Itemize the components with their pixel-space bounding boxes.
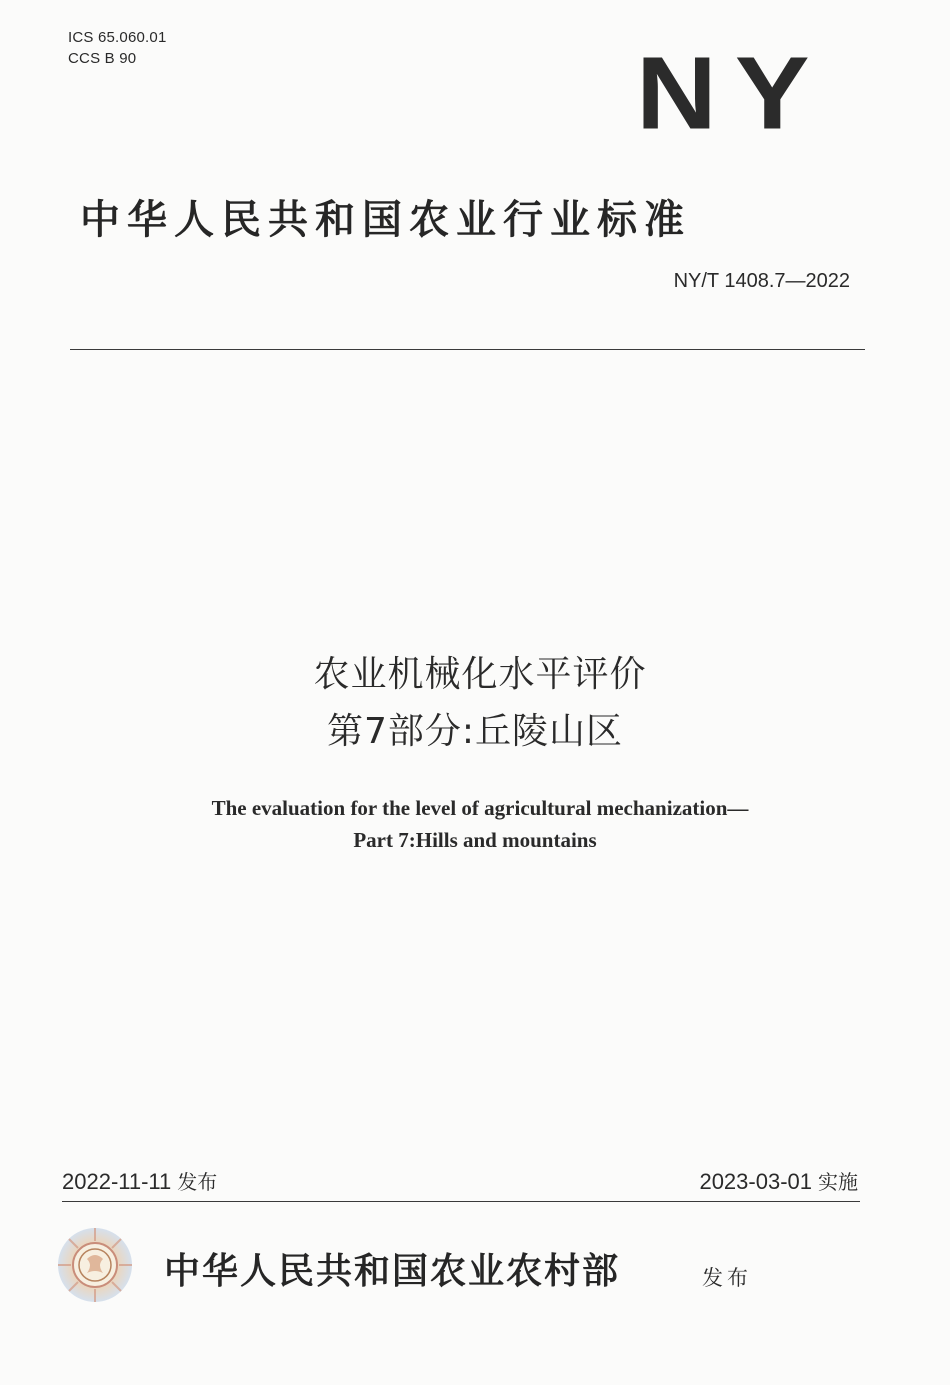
issue-date: 2022-11-11	[62, 1169, 172, 1194]
bottom-divider	[62, 1201, 860, 1202]
implementation-date: 2023-03-01	[699, 1169, 812, 1194]
ics-code: ICS 65.060.01	[68, 29, 167, 46]
issuing-action: 发布	[702, 1266, 752, 1290]
implementation-label: 实施	[818, 1170, 858, 1194]
standard-category: 中华人民共和国农业行业标准	[80, 197, 691, 243]
implementation-date-block	[699, 1166, 858, 1195]
standard-number: NY/T 1408.7—2022	[673, 270, 850, 292]
ccs-code: CCS B 90	[68, 50, 137, 67]
issue-date-block	[62, 1166, 217, 1195]
ny-logo: NY	[636, 35, 828, 151]
issuing-authority: 中华人民共和国农业农村部	[164, 1251, 621, 1292]
ministry-emblem-icon	[56, 1226, 134, 1304]
issue-label: 发布	[177, 1170, 218, 1194]
title-chinese-line2: 第7部分:丘陵山区	[326, 711, 624, 752]
title-english-line2: Part 7:Hills and mountains	[353, 828, 597, 852]
top-divider	[70, 349, 865, 350]
title-chinese-line1: 农业机械化水平评价	[313, 654, 647, 695]
title-english-line1: The evaluation for the level of agricultural mechanization—	[211, 796, 749, 820]
